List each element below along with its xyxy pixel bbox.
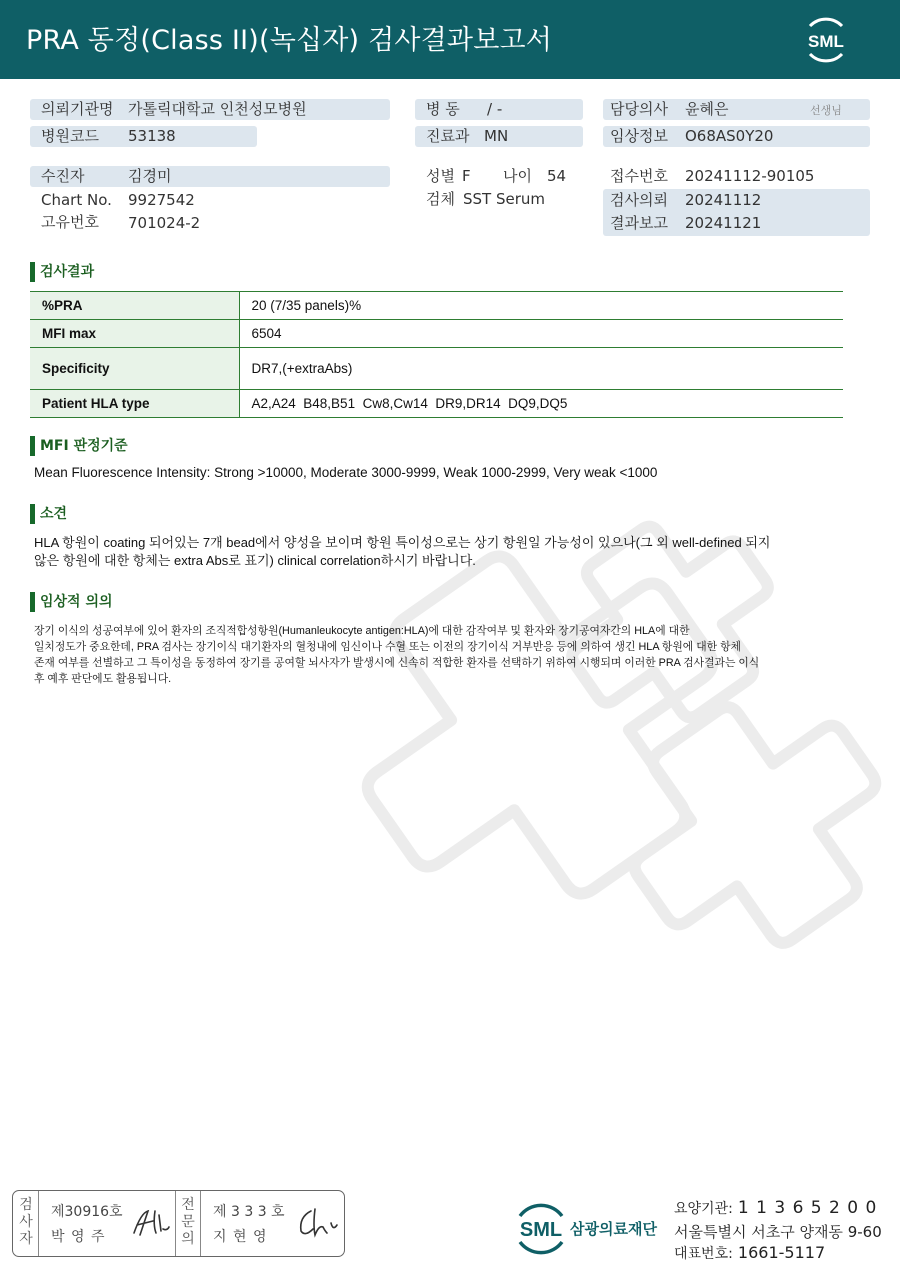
row-value-specificity: DR7,(+extraAbs) [239, 348, 843, 390]
results-table [30, 291, 843, 418]
specialist-name: 지 현 영 [213, 1229, 268, 1245]
age-value: 54 [547, 167, 567, 185]
report-date-value: 20241121 [685, 214, 762, 232]
patient-label: 수진자 [41, 167, 85, 185]
report-date-label: 결과보고 [610, 214, 668, 232]
request-date-value: 20241112 [685, 191, 762, 209]
clinical-label: 임상정보 [610, 127, 668, 145]
tester-name: 박 영 주 [51, 1229, 106, 1245]
row-key-hla-type: Patient HLA type [30, 390, 239, 418]
specimen-label: 검체 [426, 190, 455, 208]
org-name: 삼광의료재단 [570, 1220, 657, 1238]
opinion-line-2: 않은 항원에 대한 항체는 extra Abs로 표기) clinical correlation하시기 바랍니다. [34, 553, 476, 568]
request-date-label: 검사의뢰 [610, 191, 668, 209]
report-title: PRA 동정(Class II)(녹십자) 검사결과보고서 [26, 25, 553, 56]
row-key-pra: %PRA [30, 292, 239, 320]
sex-value: F [462, 167, 471, 185]
header-bar [0, 0, 900, 79]
care-institution-line [674, 1198, 877, 1218]
tester-label: 검사자 [19, 1197, 33, 1247]
patient-value: 김경미 [128, 167, 172, 185]
dept-label: 진료과 [426, 127, 470, 145]
divider [38, 1191, 39, 1256]
clinical-meaning-line-3: 존재 여부를 선별하고 그 특이성을 동정하여 장기를 공여할 뇌사자가 발생시에 신속히 적합한 환자를 선택하기 위하여 시행되며 이러한 PRA 검사결과는 이식 [34, 657, 760, 669]
mfi-heading: MFI 판정기준 [30, 436, 128, 456]
clinical-meaning-line-2: 일치정도가 중요한데, PRA 검사는 장기이식 대기환자의 혈청내에 임신이나 수혈 또는 이전의 장기이식 거부반응 등에 의하여 생긴 HLA 항원에 대한 항체 [34, 641, 741, 653]
specialist-label: 전문의 [181, 1197, 195, 1247]
watermark-cross-graphic [340, 520, 900, 1000]
svg-text:SML: SML [519, 1219, 563, 1241]
table-row [30, 348, 843, 390]
doctor-value: 윤혜은 [685, 100, 729, 118]
chart-value: 9927542 [128, 191, 195, 209]
row-value-pra: 20 (7/35 panels)% [239, 292, 843, 320]
opinion-line-1: HLA 항원이 coating 되어있는 7개 bead에서 양성을 보이며 항원 특이성으로는 상기 항원일 가능성이 있으나(그 외 well-defined 되지 [34, 535, 771, 550]
care-no-label: 요양기관: [674, 1201, 733, 1217]
table-row [30, 292, 843, 320]
clinical-meaning-heading: 임상적 의의 [30, 592, 113, 612]
specialist-signature-icon [295, 1205, 339, 1241]
hospital-code-value: 53138 [128, 127, 176, 145]
table-row [30, 320, 843, 348]
clinical-meaning-line-4: 후 예후 판단에도 활용됩니다. [34, 673, 172, 685]
row-key-specificity: Specificity [30, 348, 239, 390]
clinical-meaning-line-1: 장기 이식의 성공여부에 있어 환자의 조직적합성항원(Humanleukocyte antigen:HLA)에 대한 감작여부 및 환자와 장기공여자간의 HLA에 대한 [34, 625, 690, 637]
row-key-mfi-max: MFI max [30, 320, 239, 348]
phone-value: 1661-5117 [737, 1243, 826, 1262]
uid-label: 고유번호 [41, 213, 99, 231]
specialist-license-no: 제 3 3 3 호 [213, 1204, 285, 1220]
sml-logo [798, 12, 854, 68]
age-label: 나이 [503, 167, 532, 185]
clinical-value: O68AS0Y20 [685, 127, 774, 145]
org-address: 서울특별시 서초구 양재동 9-60 [674, 1223, 882, 1241]
sex-label: 성별 [426, 167, 455, 185]
table-row [30, 390, 843, 418]
receipt-label: 접수번호 [610, 167, 668, 185]
care-no-value: 1 1 3 6 5 2 0 0 [737, 1198, 878, 1218]
results-heading: 검사결과 [30, 262, 94, 282]
ward-label: 병 동 [426, 100, 460, 118]
sml-footer-logo [510, 1198, 572, 1258]
dept-value: MN [484, 127, 509, 145]
hospital-code-label: 병원코드 [41, 127, 99, 145]
tester-signature-icon [131, 1207, 171, 1239]
doctor-suffix: 선생님 [810, 104, 842, 117]
institution-label: 의뢰기관명 [41, 100, 114, 118]
row-value-hla-type: A2,A24 B48,B51 Cw8,Cw14 DR9,DR14 DQ9,DQ5 [239, 390, 843, 418]
phone-label: 대표번호: [674, 1246, 733, 1262]
divider [200, 1191, 201, 1256]
doctor-label: 담당의사 [610, 100, 668, 118]
specimen-value: SST Serum [463, 190, 546, 208]
svg-text:SML: SML [808, 32, 844, 51]
tester-license-no: 제30916호 [51, 1204, 123, 1220]
receipt-value: 20241112-90105 [685, 167, 815, 185]
uid-value: 701024-2 [128, 214, 201, 232]
opinion-heading: 소견 [30, 504, 67, 524]
divider [175, 1191, 176, 1256]
chart-label: Chart No. [41, 191, 112, 209]
phone-line [674, 1243, 825, 1263]
row-value-mfi-max: 6504 [239, 320, 843, 348]
institution-value: 가톨릭대학교 인천성모병원 [128, 100, 307, 118]
signature-box [12, 1190, 345, 1257]
mfi-criteria-text: Mean Fluorescence Intensity: Strong >10000, Moderate 3000-9999, Weak 1000-2999, Very weak <1000 [34, 465, 658, 480]
ward-value: / - [487, 100, 503, 118]
